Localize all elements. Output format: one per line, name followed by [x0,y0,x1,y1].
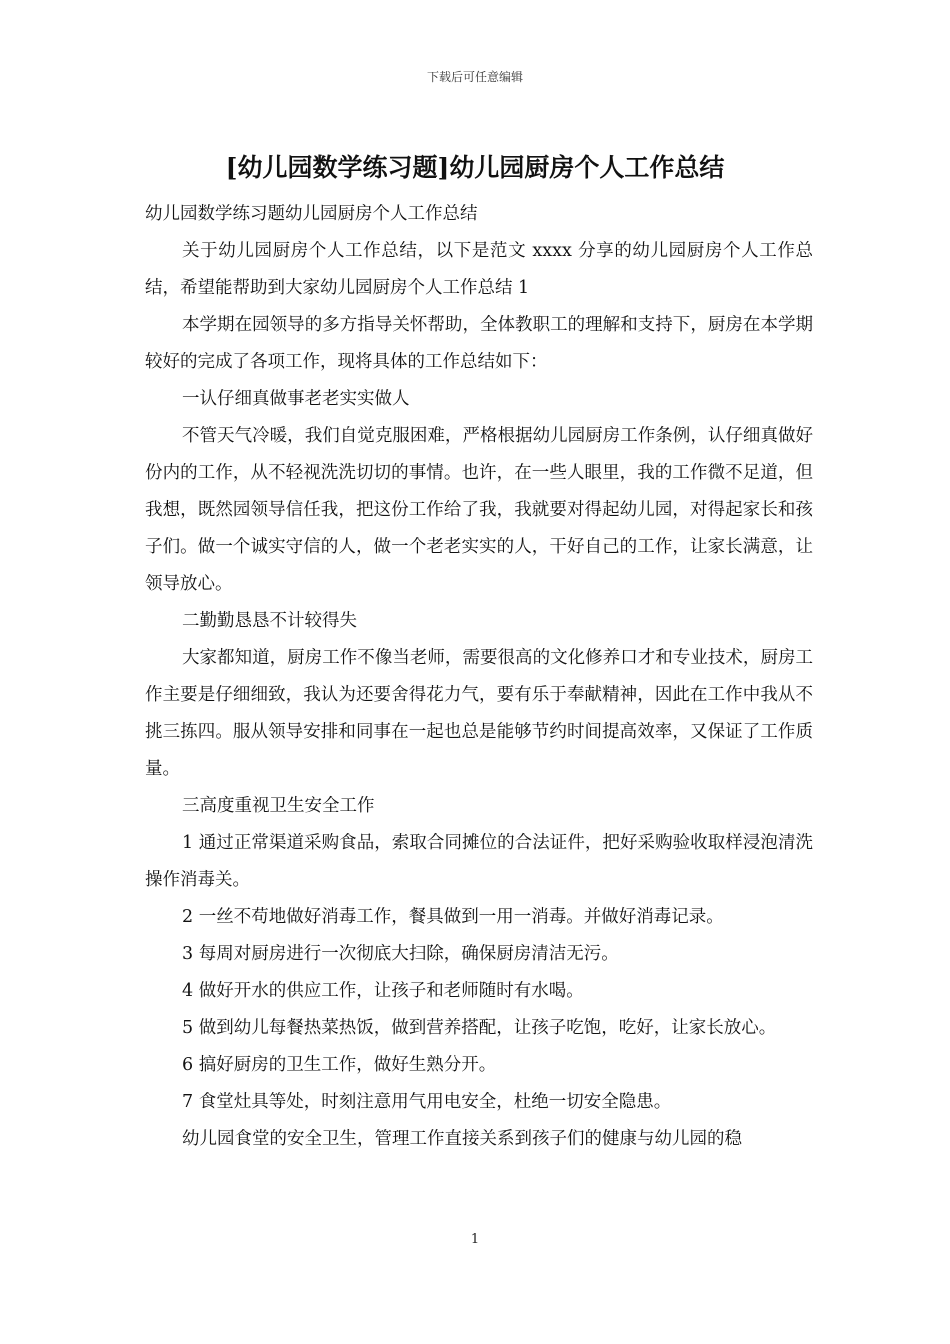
document-body [145,196,813,1158]
section-heading: 三高度重视卫生安全工作 [182,796,375,816]
body-paragraph: 本学期在园领导的多方指导关怀帮助，全体教职工的理解和支持下，厨房在本学期较好的完成了各项工作，现将具体的工作总结如下： [145,315,813,372]
list-item: 6 搞好厨房的卫生工作，做好生熟分开。 [182,1055,497,1075]
list-item: 2 一丝不苟地做好消毒工作，餐具做到一用一消毒。并做好消毒记录。 [182,907,724,927]
list-item: 5 做到幼儿每餐热菜热饭，做到营养搭配，让孩子吃饱，吃好，让家长放心。 [182,1018,777,1038]
body-paragraph: 不管天气冷暖，我们自觉克服困难，严格根据幼儿园厨房工作条例，认仔细真做好份内的工作，从不轻视洗洗切切的事情。也许，在一些人眼里，我的工作微不足道，但我想，既然园领导信任我，把这份工作给了我，我就要对得起幼儿园，对得起家长和孩子们。做一个诚实守信的人，做一个老老实实的人，干好自己的工作，让家长满意，让领导放心。 [145,426,813,594]
body-paragraph: 关于幼儿园厨房个人工作总结，以下是范文 xxxx 分享的幼儿园厨房个人工作总结，希望能帮助到大家幼儿园厨房个人工作总结 1 [145,241,813,298]
page-number: 1 [470,1232,480,1247]
page-header-note: 下载后可任意编辑 [426,70,523,84]
body-paragraph: 幼儿园食堂的安全卫生，管理工作直接关系到孩子们的健康与幼儿园的稳 [182,1129,742,1149]
subtitle-paragraph: 幼儿园数学练习题幼儿园厨房个人工作总结 [145,204,478,224]
document-title: [幼儿园数学练习题]幼儿园厨房个人工作总结 [225,153,725,182]
list-item: 4 做好开水的供应工作，让孩子和老师随时有水喝。 [182,981,584,1001]
list-item: 7 食堂灶具等处，时刻注意用气用电安全，杜绝一切安全隐患。 [182,1092,672,1112]
list-item: 1 通过正常渠道采购食品，索取合同摊位的合法证件，把好采购验收取样浸泡清洗操作消毒关。 [145,833,813,890]
body-paragraph: 大家都知道，厨房工作不像当老师，需要很高的文化修养口才和专业技术，厨房工作主要是仔细细致，我认为还要舍得花力气，要有乐于奉献精神，因此在工作中我从不挑三拣四。服从领导安排和同事在一起也总是能够节约时间提高效率，又保证了工作质量。 [145,648,813,779]
section-heading: 一认仔细真做事老老实实做人 [182,389,410,409]
list-item: 3 每周对厨房进行一次彻底大扫除，确保厨房清洁无污。 [182,944,619,964]
section-heading: 二勤勤恳恳不计较得失 [182,611,357,631]
